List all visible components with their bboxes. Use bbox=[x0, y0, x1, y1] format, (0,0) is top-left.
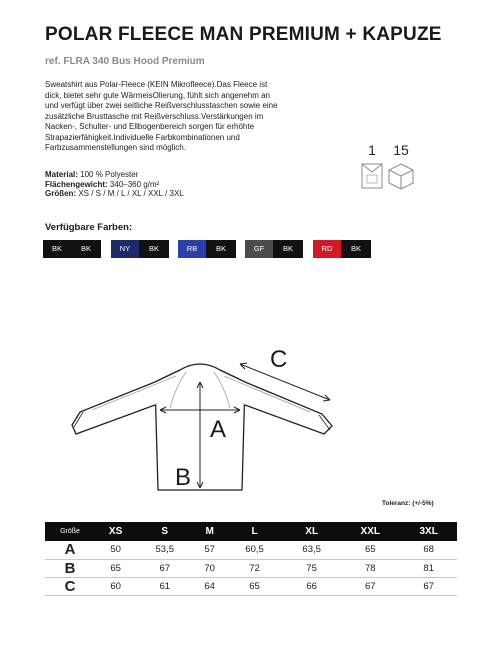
measurement-c-label: C bbox=[270, 346, 288, 373]
color-swatch-ny[interactable] bbox=[111, 240, 169, 258]
spec-weight bbox=[45, 180, 184, 190]
table-cell: 63,5 bbox=[283, 541, 340, 559]
color-code: BK bbox=[43, 240, 71, 258]
polybag-icon bbox=[359, 162, 385, 190]
size-col-xs: XS bbox=[95, 522, 136, 541]
product-description: Sweatshirt aus Polar-Fleece (KEIN Mikrofleece).Das Fleece ist dick, bietet sehr gute WärmeisOlierung, fühlt sich angenehm an und verfügt über zwei seitliche Reißverschlusstaschen sowie eine zusätzliche Brusttasche mit Reißverschluss.Verstärkungen im Nacken-, Schulter- und Ellbogenbereich sorgen für erhöhte Strapazierfähigkeit.Individuelle Farbkombinationen und Farbzusammenstellungen sind möglich. bbox=[45, 80, 278, 152]
table-cell: 50 bbox=[95, 541, 136, 559]
table-cell: 60 bbox=[95, 577, 136, 595]
table-row bbox=[45, 577, 457, 595]
spec-material-value: 100 % Polyester bbox=[80, 170, 139, 179]
packaging-carton bbox=[384, 142, 418, 190]
size-col-s: S bbox=[136, 522, 193, 541]
product-title: POLAR FLEECE MAN PREMIUM + KAPUZE bbox=[45, 24, 442, 45]
size-col-m: M bbox=[193, 522, 226, 541]
spec-weight-value: 340–360 g/m² bbox=[109, 179, 160, 189]
size-col-l: L bbox=[226, 522, 283, 541]
product-reference: ref. FLRA 340 Bus Hood Premium bbox=[45, 56, 205, 67]
spec-material bbox=[45, 170, 184, 180]
measurement-a-label: A bbox=[210, 416, 227, 443]
spec-sizes-label: Größen: bbox=[45, 189, 77, 198]
size-col-xxl: XXL bbox=[340, 522, 400, 541]
table-cell: 68 bbox=[400, 541, 457, 559]
garment-measurement-diagram bbox=[0, 330, 500, 500]
spec-sizes bbox=[45, 189, 184, 199]
measurement-b-label: B bbox=[175, 464, 192, 491]
table-cell: 78 bbox=[340, 559, 400, 577]
table-cell: 66 bbox=[283, 577, 340, 595]
color-code: RD bbox=[313, 240, 341, 258]
size-table bbox=[45, 522, 457, 596]
table-row bbox=[45, 559, 457, 577]
table-cell: 75 bbox=[283, 559, 340, 577]
table-cell: 72 bbox=[226, 559, 283, 577]
table-cell: 53,5 bbox=[136, 541, 193, 559]
table-cell: 60,5 bbox=[226, 541, 283, 559]
spec-weight-label: Flächengewicht: bbox=[45, 179, 108, 189]
table-cell: 65 bbox=[226, 577, 283, 595]
table-cell: 65 bbox=[340, 541, 400, 559]
row-label-c: C bbox=[45, 577, 95, 595]
size-col-3xl: 3XL bbox=[400, 522, 457, 541]
size-col-xl: XL bbox=[283, 522, 340, 541]
color-paired-code: BK bbox=[341, 240, 371, 258]
packaging-carton-count: 15 bbox=[393, 142, 409, 158]
table-cell: 70 bbox=[193, 559, 226, 577]
color-swatch-gf[interactable] bbox=[245, 240, 303, 258]
spec-material-label: Material: bbox=[45, 170, 78, 179]
color-swatch-bk[interactable] bbox=[43, 240, 101, 258]
table-cell: 67 bbox=[340, 577, 400, 595]
packaging-single-count: 1 bbox=[368, 142, 376, 158]
product-specs bbox=[45, 170, 184, 199]
table-cell: 64 bbox=[193, 577, 226, 595]
table-cell: 81 bbox=[400, 559, 457, 577]
table-cell: 57 bbox=[193, 541, 226, 559]
color-paired-code: BK bbox=[206, 240, 236, 258]
table-cell: 65 bbox=[95, 559, 136, 577]
spec-sizes-value: XS / S / M / L / XL / XXL / 3XL bbox=[78, 189, 184, 198]
tolerance-note: Toleranz: (+/-5%) bbox=[382, 500, 434, 507]
color-swatch-rb[interactable] bbox=[178, 240, 236, 258]
color-code: RB bbox=[178, 240, 206, 258]
carton-box-icon bbox=[386, 162, 416, 190]
table-cell: 67 bbox=[400, 577, 457, 595]
color-paired-code: BK bbox=[273, 240, 303, 258]
table-row bbox=[45, 541, 457, 559]
color-code: NY bbox=[111, 240, 139, 258]
color-swatch-rd[interactable] bbox=[313, 240, 371, 258]
color-paired-code: BK bbox=[139, 240, 169, 258]
size-table-header bbox=[45, 522, 457, 541]
row-label-a: A bbox=[45, 541, 95, 559]
color-code: GF bbox=[245, 240, 273, 258]
table-cell: 61 bbox=[136, 577, 193, 595]
size-header-label: Größe bbox=[45, 522, 95, 541]
table-cell: 67 bbox=[136, 559, 193, 577]
available-colors-title: Verfügbare Farben: bbox=[45, 222, 133, 233]
row-label-b: B bbox=[45, 559, 95, 577]
color-paired-code: BK bbox=[71, 240, 101, 258]
